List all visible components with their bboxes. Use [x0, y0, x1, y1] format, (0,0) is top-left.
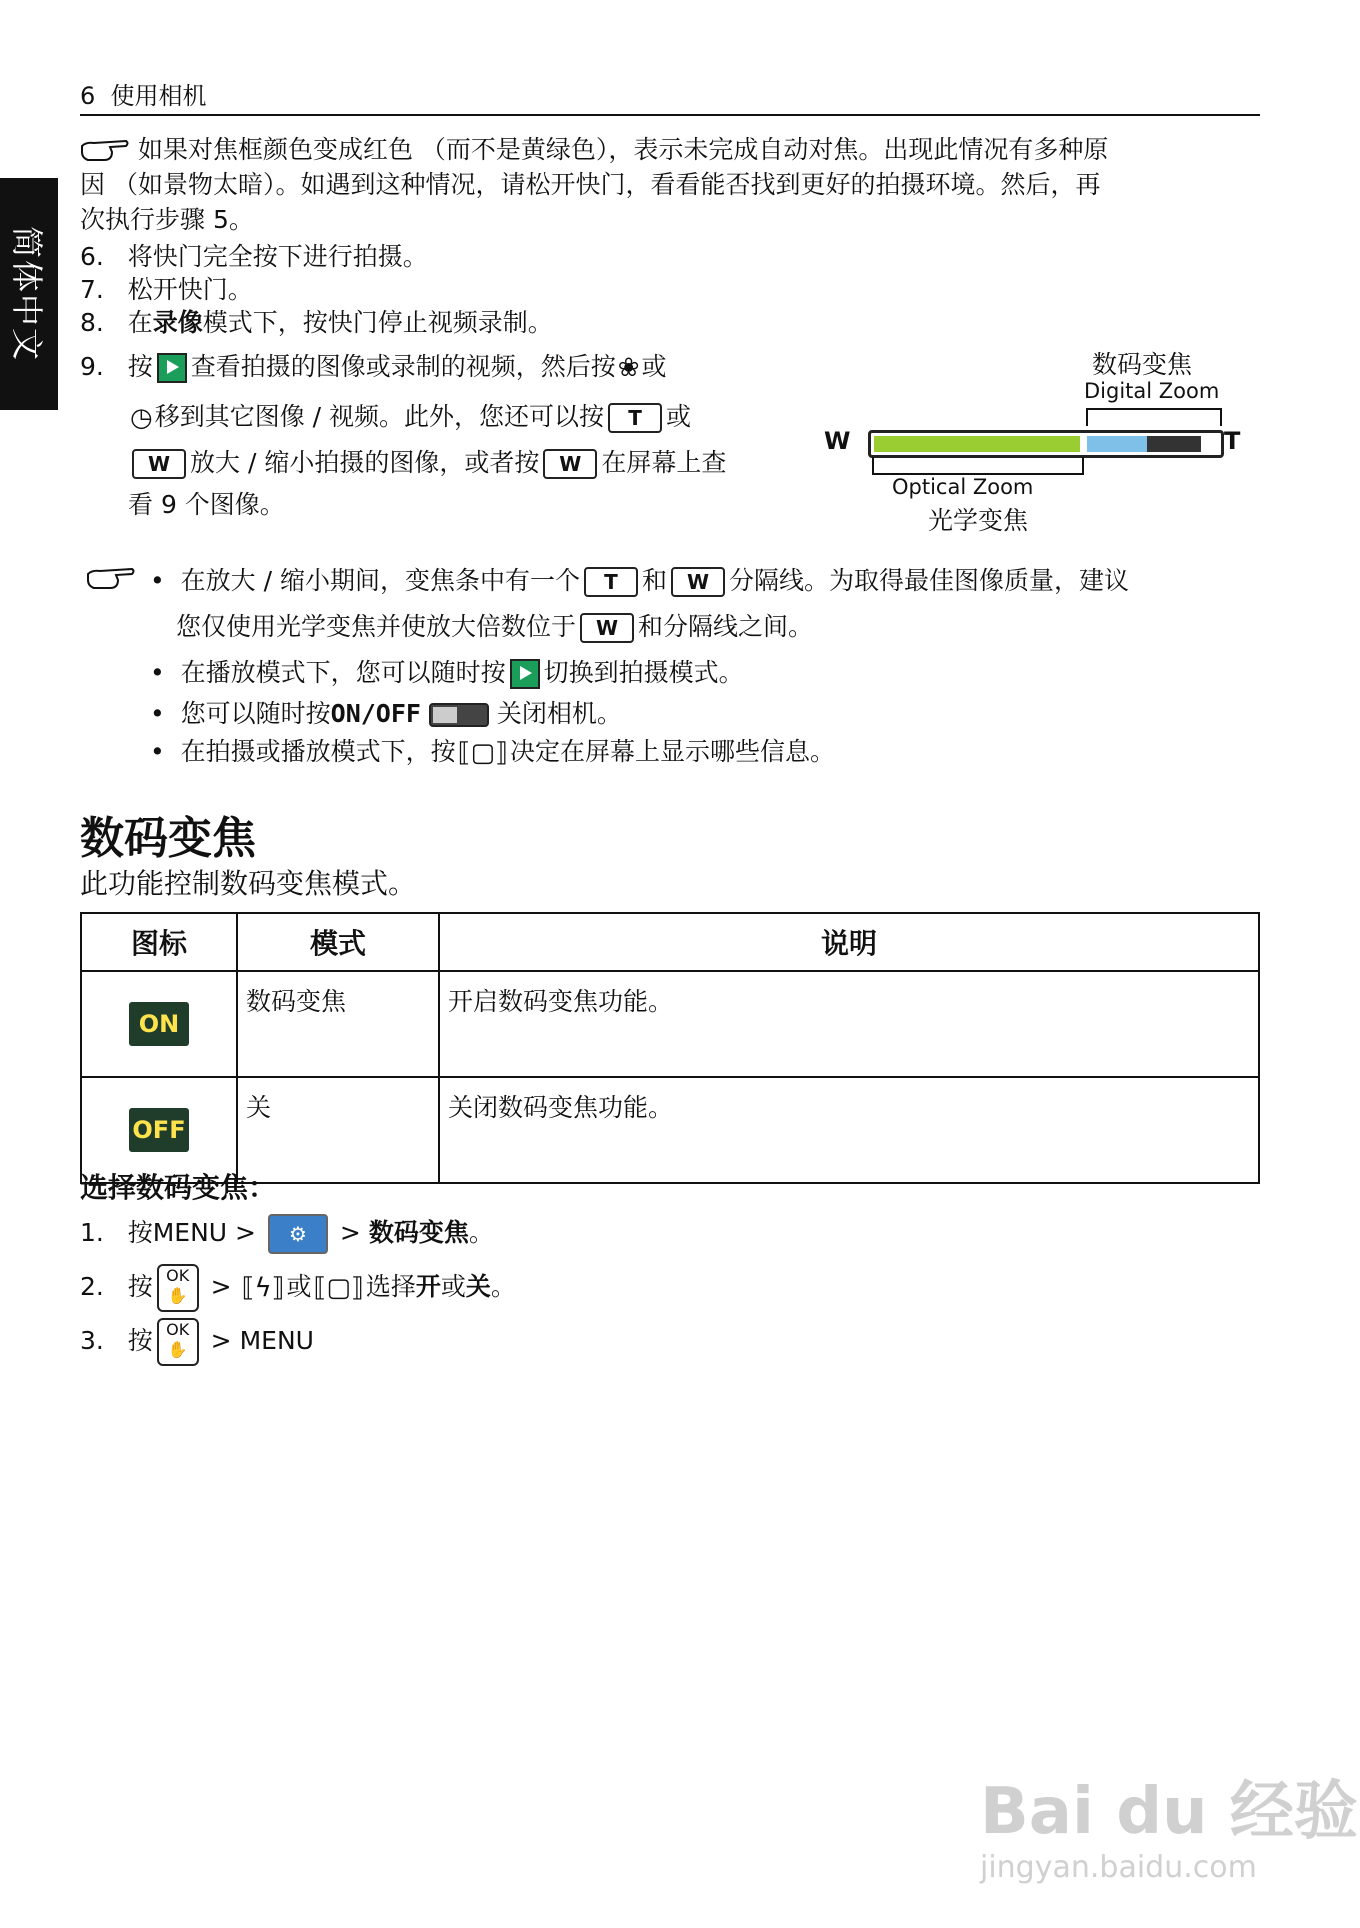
header-divider: [80, 114, 1260, 116]
mode-cell: 数码变焦: [237, 971, 439, 1077]
tele-label: T: [1224, 427, 1241, 455]
w-key-icon: W: [132, 449, 186, 479]
w-key-icon: W: [671, 567, 725, 597]
step-9-line3: W 放大 / 缩小拍摄的图像，或者按 W 在屏幕上查: [128, 446, 726, 480]
w-key-icon: W: [580, 613, 634, 643]
t-key-icon: T: [584, 567, 638, 597]
display-button-icon: ⟦▢⟧: [313, 1273, 364, 1303]
step-9-line2: ◷移到其它图像 / 视频。此外，您还可以按 T 或: [130, 402, 692, 433]
step-7: 7. 松开快门。: [80, 275, 253, 304]
step-9-line1: 9. 按 查看拍摄的图像或录制的视频，然后按❀或: [80, 352, 667, 383]
optical-zoom-segment: [874, 436, 1080, 452]
header-description: 说明: [439, 913, 1259, 971]
digital-zoom-bracket: [1086, 408, 1222, 426]
ok-button-icon: OK ✋: [157, 1318, 199, 1366]
digital-zoom-remaining: [1147, 436, 1201, 452]
step-6: 6. 将快门完全按下进行拍摄。: [80, 242, 428, 271]
digital-zoom-table: [80, 912, 1260, 1184]
note2-bullet2: • 在播放模式下，您可以随时按 切换到拍摄模式。: [150, 658, 744, 687]
zoom-bar-diagram: [820, 345, 1260, 535]
description-cell: 关闭数码变焦功能。: [439, 1077, 1259, 1183]
pointing-hand-icon: [86, 566, 136, 592]
section-title: 数码变焦: [80, 813, 256, 864]
table-header-row: [81, 913, 1259, 971]
select-step-1: 1. 按MENU > ⚙ > 数码变焦。: [80, 1214, 494, 1254]
page-title: 使用相机: [110, 82, 207, 110]
description-cell: 开启数码变焦功能。: [439, 971, 1259, 1077]
settings-wrench-icon: ⚙: [268, 1214, 328, 1254]
optical-zoom-en-label: Optical Zoom: [892, 475, 1034, 499]
macro-flower-icon: ❀: [617, 353, 640, 383]
header-icon: 图标: [81, 913, 237, 971]
t-key-icon: T: [608, 403, 662, 433]
page-header: [80, 76, 207, 111]
pointing-hand-icon: [80, 138, 130, 164]
step-9-line4: 看 9 个图像。: [128, 490, 285, 519]
step-8: 8. 在录像模式下，按快门停止视频录制。: [80, 308, 553, 337]
digital-zoom-cn-label: 数码变焦: [1092, 350, 1193, 379]
note2-bullet1-line2: 您仅使用光学变焦并使放大倍数位于 W 和分隔线之间。: [176, 612, 814, 641]
wide-label: W: [824, 427, 849, 455]
digital-zoom-segment: [1087, 436, 1147, 452]
optical-zoom-bracket: [872, 457, 1084, 475]
note2-bullet4: • 在拍摄或播放模式下，按⟦▢⟧决定在屏幕上显示哪些信息。: [150, 737, 835, 768]
play-icon: [157, 353, 187, 383]
mode-cell: 关: [237, 1077, 439, 1183]
section-intro: 此功能控制数码变焦模式。: [80, 867, 417, 900]
select-step-3: 3. 按 OK ✋ > MENU: [80, 1318, 314, 1366]
header-mode: 模式: [237, 913, 439, 971]
select-step-2: 2. 按 OK ✋ > ⟦ϟ⟧或⟦▢⟧选择开或关。: [80, 1264, 516, 1312]
page-number: 6: [80, 82, 96, 110]
note2-bullet3: • 您可以随时按ON/OFF 关闭相机。: [150, 699, 622, 728]
zoom-on-icon: ON: [129, 1002, 189, 1046]
select-title: 选择数码变焦：: [80, 1171, 277, 1204]
self-timer-icon: ◷: [130, 403, 153, 433]
ok-button-icon: OK ✋: [157, 1264, 199, 1312]
icon-cell: [81, 971, 237, 1077]
display-button-icon: ⟦▢⟧: [457, 738, 508, 768]
note1-line2: 因 （如景物太暗）。如遇到这种情况，请松开快门，看看能否找到更好的拍摄环境。然后，再: [80, 170, 1101, 199]
menu-label: MENU: [152, 1218, 228, 1247]
note1-line1: 如果对焦框颜色变成红色 （而不是黄绿色），表示未完成自动对焦。出现此情况有多种原: [80, 133, 1108, 167]
zoom-bar: [868, 430, 1224, 458]
power-key-label: ON/OFF: [330, 699, 421, 728]
side-tab-label: 简体中文: [8, 225, 46, 363]
language-side-tab: [0, 178, 58, 410]
w-key-icon: W: [543, 449, 597, 479]
digital-zoom-en-label: Digital Zoom: [1084, 379, 1220, 403]
note1-line3: 次执行步骤 5。: [80, 205, 254, 234]
table-row: [81, 971, 1259, 1077]
menu-label: MENU: [239, 1326, 314, 1355]
play-icon: [510, 659, 540, 689]
baidu-watermark-url: jingyan.baidu.com: [980, 1850, 1257, 1885]
flash-button-icon: ⟦ϟ⟧: [241, 1273, 285, 1303]
zoom-off-icon: OFF: [129, 1108, 189, 1152]
note2-bullet1-line1: • 在放大 / 缩小期间，变焦条中有一个 T 和 W 分隔线。为取得最佳图像质量，建议: [150, 566, 1129, 595]
power-slider-icon: [429, 703, 489, 727]
optical-zoom-cn-label: 光学变焦: [928, 506, 1029, 535]
baidu-watermark: Bai du 经验: [980, 1775, 1358, 1849]
